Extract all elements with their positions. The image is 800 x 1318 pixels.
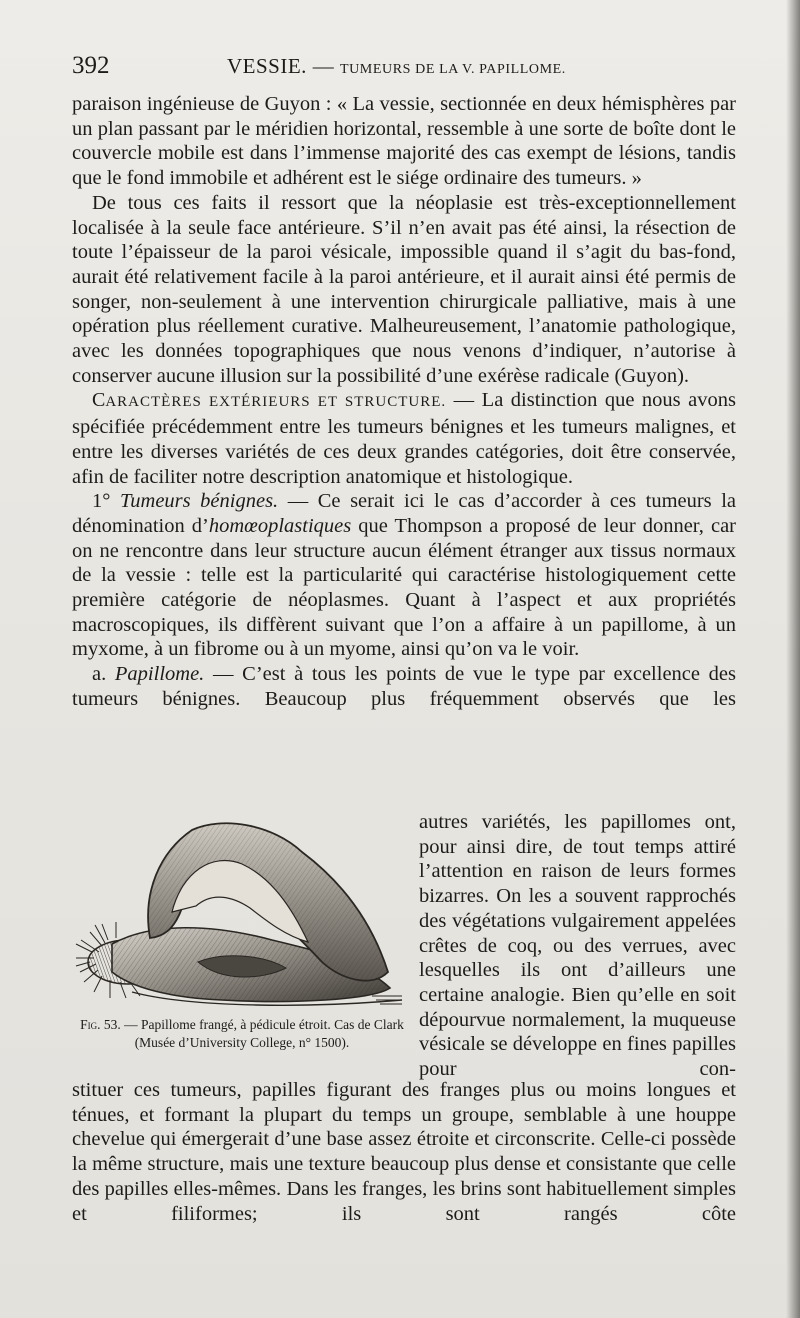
paragraph-tumeurs-benignes-a: — Ce serait ici le cas d’accorder à ces tumeurs la dénomination d’ <box>72 490 736 537</box>
subsection-number: 1° <box>92 490 120 513</box>
running-title-sub: TUMEURS DE LA V. PAPILLOME. <box>339 62 566 77</box>
term-homoeoplastiques: homœoplastiques <box>208 514 352 537</box>
figure-caption <box>72 1016 412 1052</box>
paragraph-papillome-start <box>72 662 736 711</box>
paragraph-papillome-narrow: autres variétés, les papillomes ont, pour ainsi dire, de tout temps attiré l’attention en raison de leurs formes bizarres. On les a souvent rapprochés des végétations vulgairement appelées crêtes de coq, ou des verrues, avec lesquelles ils ont d’ailleurs une certaine analogie. Bien qu’elle en soit dépourvue normalement, la muqueuse vésicale se développe en fines papilles pour con- <box>419 811 736 1081</box>
section-heading-smallcaps: ARACTÈRES EXTÉRIEURS ET STRUCTURE. <box>105 394 447 411</box>
paragraph-tumeurs-benignes-b: que Thompson a proposé de leur donner, car on ne rencontre dans leur structure aucun élément étranger aux tissus normaux de la vessie : telle est la particularité qui caractérise histologiquement cette première catégorie de néoplasmes. Quant à l’aspect et aux propriétés macroscopiques, ils diffèrent suivant que l’on a affaire à un papillome, à un myxome, à un fibrome ou à un myome, ainsi qu’on va le voir. <box>72 514 736 661</box>
section-heading-initial: C <box>92 389 106 412</box>
running-title-main: VESSIE. <box>227 54 307 78</box>
paragraph-tumeurs-benignes <box>72 489 736 662</box>
page-edge-shadow <box>786 0 800 1318</box>
paragraph-papillome-continued: stituer ces tumeurs, papilles figurant des franges plus ou moins longues et ténues, et formant la plupart du temps un groupe, semblable à une houppe chevelue qui émergerait d’une base assez étroite et circonscrite. Celle-ci possède la même structure, mais une texture beaucoup plus dense et consistante que celle des papilles elles-mêmes. Dans les franges, les brins sont habituellement simples et filiformes; ils sont rangés côte <box>72 1079 736 1225</box>
subsection-title: Tumeurs bénignes. <box>120 490 279 513</box>
paragraph-continued: paraison ingénieuse de Guyon : « La vessie, sectionnée en deux hémisphères par un plan passant par le méridien horizontal, ressemble à une sorte de boîte dont le couvercle mobile est dans l’immense majorité des cas exempt de lésions, tandis que le fond immobile et adhérent est le siége ordinaire des tumeurs. » <box>72 93 736 190</box>
subsection-label: a. <box>92 663 115 686</box>
subsection-title-papillome: Papillome. <box>114 663 205 686</box>
figure-papillome-illustration <box>72 812 412 1010</box>
paragraph-caracteres <box>72 388 736 489</box>
running-title <box>227 54 566 79</box>
main-text-top <box>72 92 736 712</box>
running-header <box>72 50 736 84</box>
running-title-dash: — <box>306 54 340 78</box>
page-number: 392 <box>72 52 110 79</box>
papilloma-engraving <box>72 812 412 1010</box>
narrow-text-column <box>419 810 736 1082</box>
figure-caption-text: — Papillome frangé, à pédicule étroit. Cas de Clark (Musée d’University College, n° 1500). <box>120 1017 404 1050</box>
main-text-bottom <box>72 1078 736 1226</box>
paragraph-localisation: De tous ces faits il ressort que la néoplasie est très-exceptionnellement localisée à la seule face antérieure. S’il n’en avait pas été ainsi, la résection de toute l’épaisseur de la paroi vésicale, impossible quand il s’agit du bas-fond, aurait été relativement facile à la paroi antérieure, et il aurait ainsi été permis de songer, non-seulement à une intervention chirurgicale palliative, mais à une opération plus réellement curative. Malheureusement, l’anatomie pathologique, avec les données topographiques que nous venons d’indiquer, n’autorise à conserver aucune illusion sur la possibilité d’une exérèse radicale (Guyon). <box>72 191 736 387</box>
figure-caption-label: Fig. 53. <box>80 1017 121 1032</box>
paragraph-caracteres-text: — La distinction que nous avons spécifiée précédemment entre les tumeurs bénignes et les tumeurs malignes, et entre les diverses variétés de ces deux grandes catégories, doit être conservée, afin de faciliter notre description anatomique et histologique. <box>72 389 736 488</box>
paragraph-papillome-a: — C’est à tous les points de vue le type par excellence des tumeurs bénignes. Beaucoup plus fréquemment observés que les <box>72 663 736 710</box>
